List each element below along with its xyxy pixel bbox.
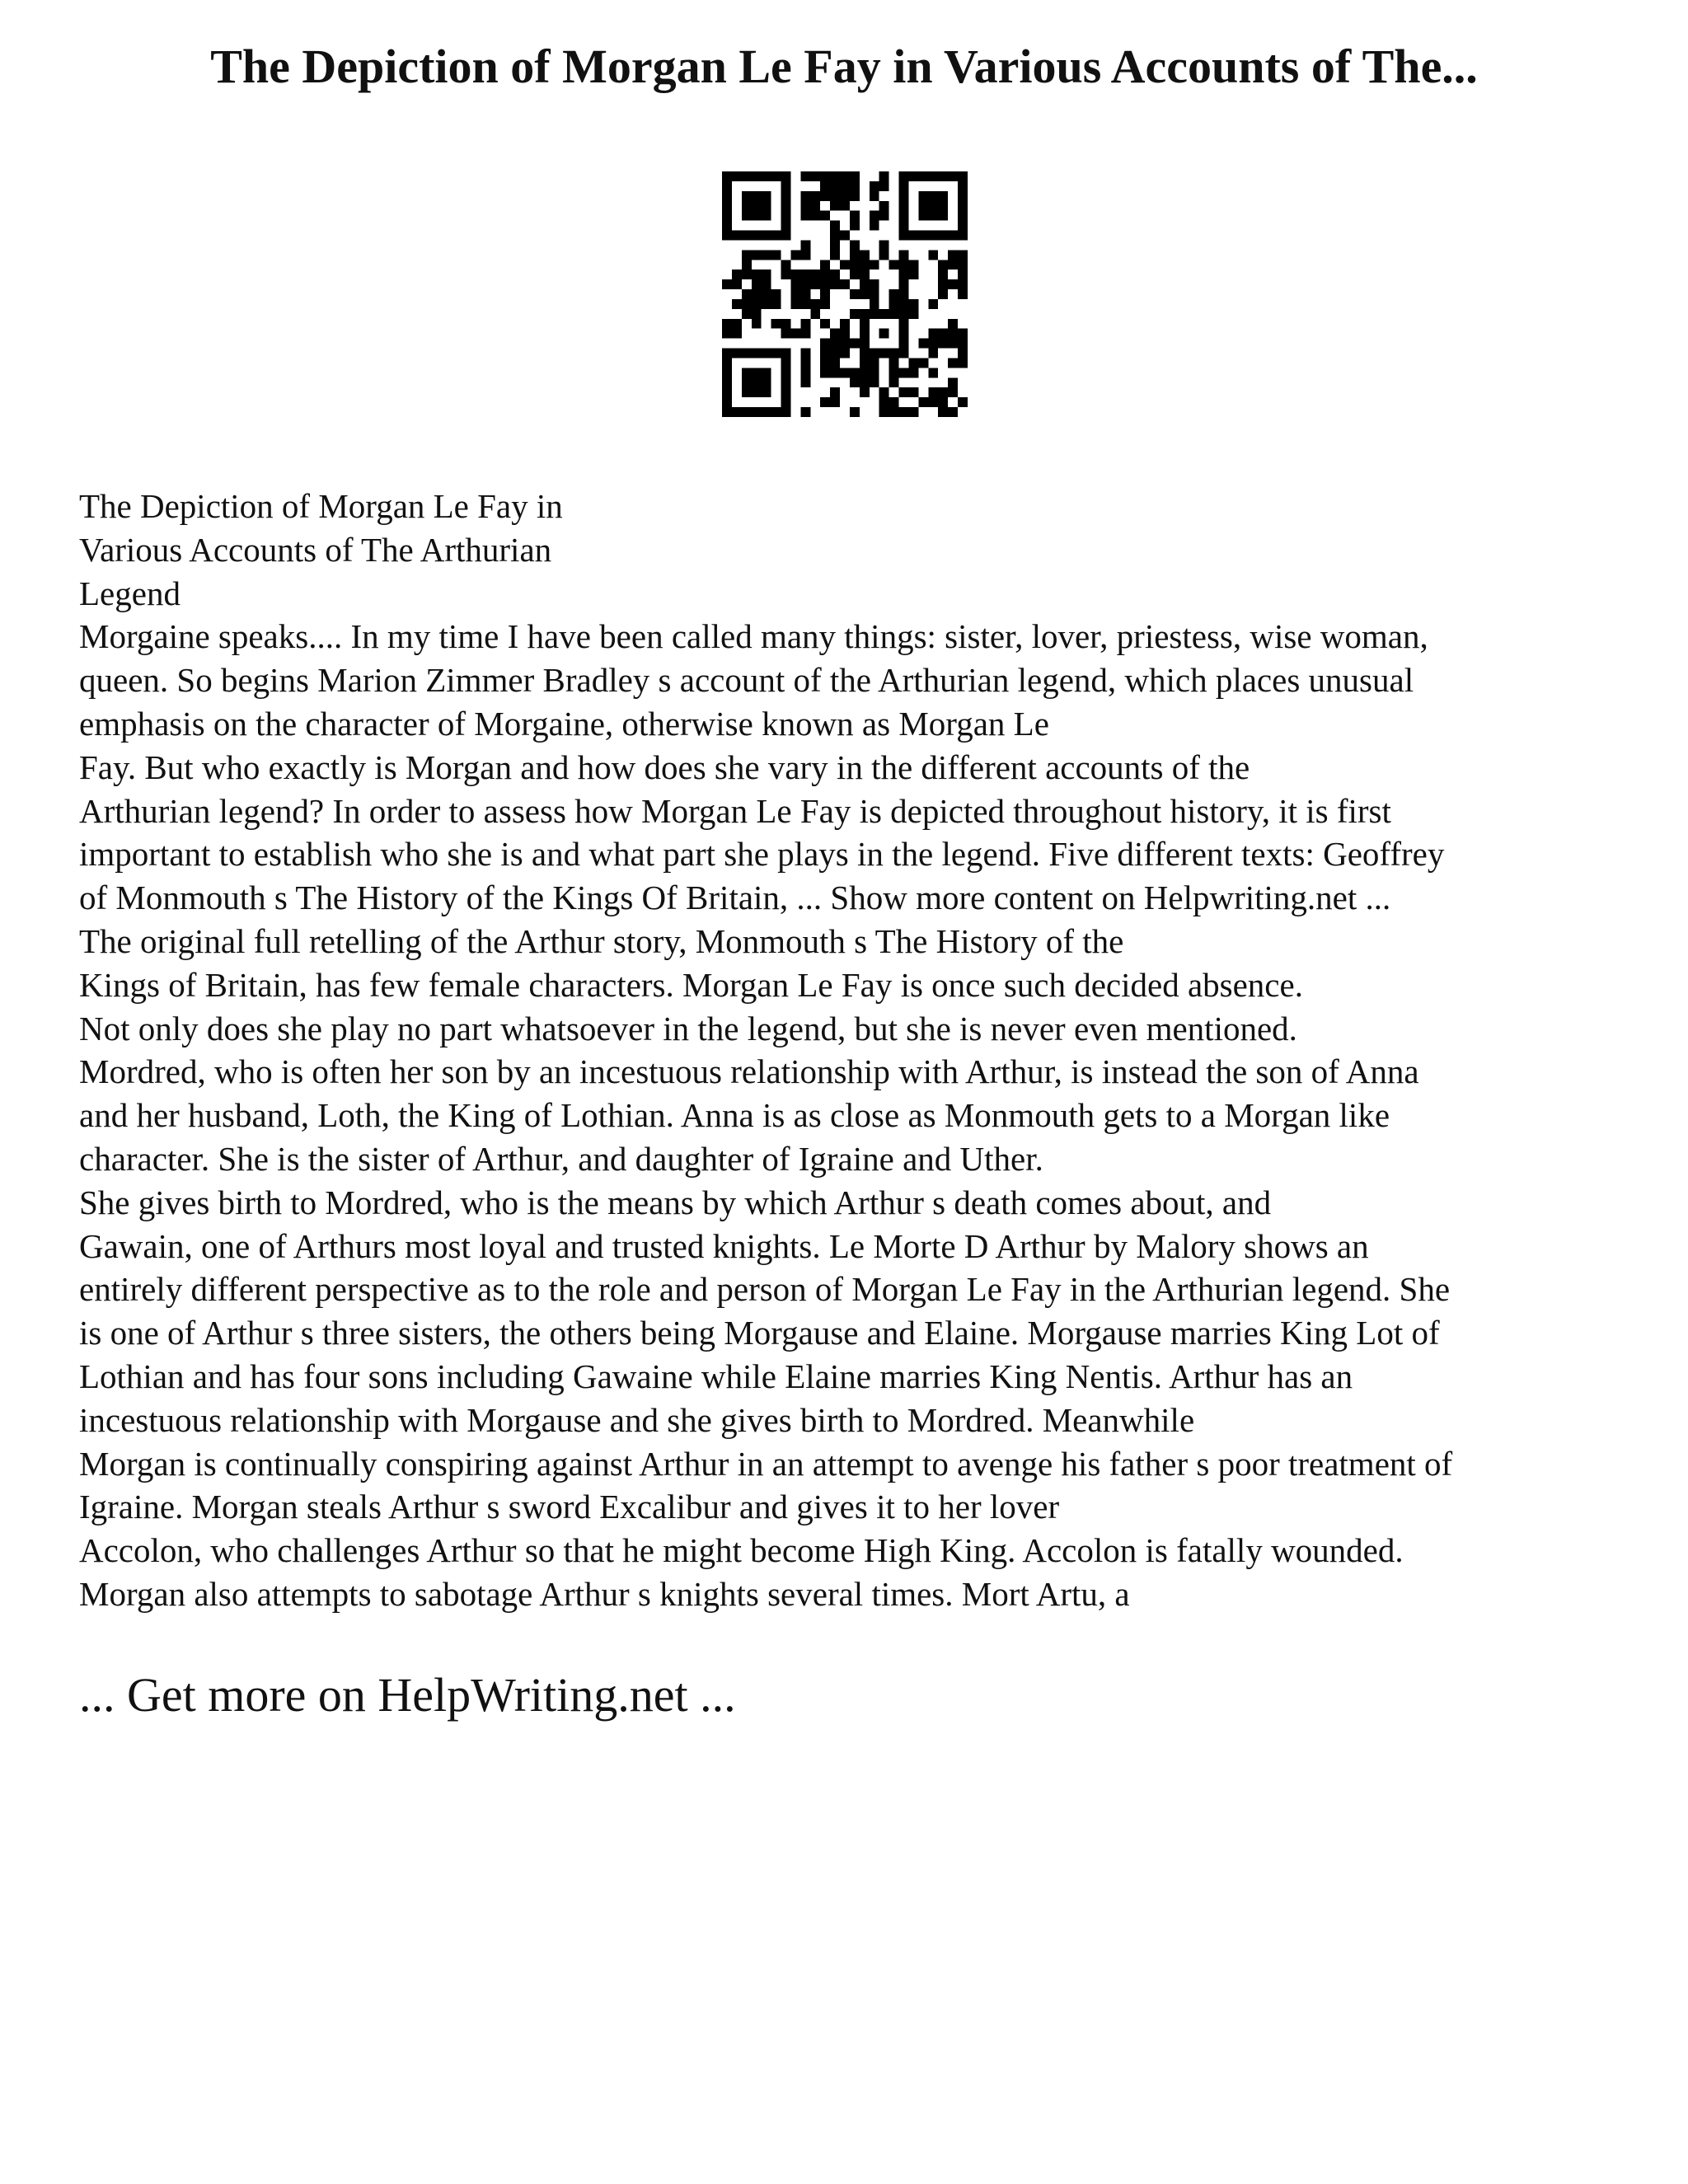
body-line: Mordred, who is often her son by an incestuous relationship with Arthur, is instead the son of Anna	[79, 1052, 1419, 1091]
body-line: incestuous relationship with Morgause and she gives birth to Mordred. Meanwhile	[79, 1400, 1195, 1439]
body-line: Fay. But who exactly is Morgan and how does she vary in the different accounts of the	[79, 748, 1250, 786]
body-line: Morgan also attempts to sabotage Arthur s knights several times. Mort Artu, a	[79, 1574, 1130, 1613]
body-line: of Monmouth s The History of the Kings Of Britain, ... Show more content on Helpwriting.net ...	[79, 879, 1391, 917]
body-line: She gives birth to Mordred, who is the means by which Arthur s death comes about, and	[79, 1183, 1272, 1221]
document-body	[79, 485, 1629, 1616]
body-line: Legend	[79, 574, 181, 612]
get-more-link[interactable]: ... Get more on HelpWriting.net ...	[79, 1668, 736, 1722]
body-line: and her husband, Loth, the King of Lothian. Anna is as close as Monmouth gets to a Morgan like	[79, 1096, 1390, 1135]
qr-code-icon	[722, 171, 968, 417]
body-line: Kings of Britain, has few female characters. Morgan Le Fay is once such decided absence.	[79, 965, 1303, 1004]
body-line: character. She is the sister of Arthur, and daughter of Igraine and Uther.	[79, 1139, 1043, 1178]
body-line: Various Accounts of The Arthurian	[79, 530, 552, 569]
body-line: Morgaine speaks.... In my time I have been called many things: sister, lover, priestess, wise woman,	[79, 617, 1428, 656]
body-line: Morgan is continually conspiring against Arthur in an attempt to avenge his father s poor treatment of	[79, 1444, 1453, 1483]
body-line: Gawain, one of Arthurs most loyal and trusted knights. Le Morte D Arthur by Malory shows an	[79, 1226, 1369, 1265]
body-line: Not only does she play no part whatsoever in the legend, but she is never even mentioned.	[79, 1009, 1297, 1047]
body-line: is one of Arthur s three sisters, the others being Morgause and Elaine. Morgause marries King Lot of	[79, 1314, 1440, 1352]
body-line: Igraine. Morgan steals Arthur s sword Excalibur and gives it to her lover	[79, 1488, 1060, 1526]
body-line: Arthurian legend? In order to assess how Morgan Le Fay is depicted throughout history, it is first	[79, 791, 1391, 830]
body-line: emphasis on the character of Morgaine, otherwise known as Morgan Le	[79, 704, 1049, 743]
body-line: entirely different perspective as to the role and person of Morgan Le Fay in the Arthurian legend. She	[79, 1270, 1451, 1309]
body-line: Accolon, who challenges Arthur so that he might become High King. Accolon is fatally wounded.	[79, 1531, 1404, 1570]
body-line: The original full retelling of the Arthur story, Monmouth s The History of the	[79, 921, 1124, 960]
body-line: queen. So begins Marion Zimmer Bradley s account of the Arthurian legend, which places unusual	[79, 661, 1414, 700]
body-line: Lothian and has four sons including Gawaine while Elaine marries King Nentis. Arthur has an	[79, 1357, 1353, 1395]
body-line: important to establish who she is and what part she plays in the legend. Five different texts: Geoffrey	[79, 835, 1445, 874]
body-line: The Depiction of Morgan Le Fay in	[79, 487, 563, 525]
document-title: The Depiction of Morgan Le Fay in Various Accounts of The...	[210, 40, 1478, 93]
